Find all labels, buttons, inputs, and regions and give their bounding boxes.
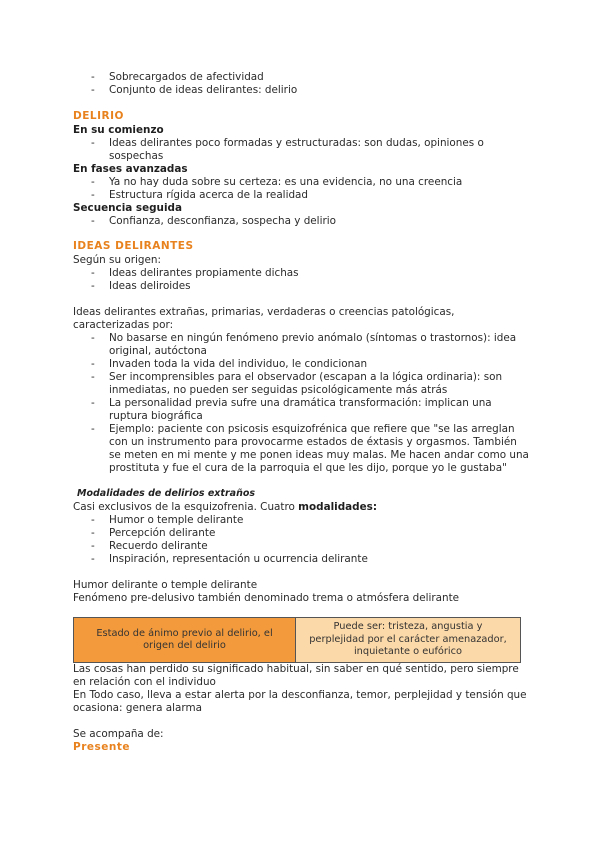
list-dash: -: [91, 397, 95, 409]
list-item: Conjunto de ideas delirantes: delirio: [109, 84, 298, 96]
table-cell-line: Puede ser: tristeza, angustia y: [333, 621, 483, 633]
list-dash: -: [91, 137, 95, 149]
section-heading-modalidades: Modalidades de delirios extraños: [77, 488, 256, 499]
label-secuencia: Secuencia seguida: [73, 202, 182, 214]
list-dash: -: [91, 332, 95, 344]
acompana-label: Se acompaña de:: [73, 728, 164, 740]
table-cell-line: perplejidad por el carácter amenazador,: [309, 633, 507, 645]
list-dash: -: [91, 215, 95, 227]
comparison-table: [73, 617, 521, 663]
list-item: Inspiración, representación u ocurrencia delirante: [109, 553, 368, 565]
list-item: Ideas delirantes propiamente dichas: [109, 267, 299, 279]
section-heading-delirio: DELIRIO: [73, 110, 124, 122]
list-item: Ideas deliroides: [109, 280, 191, 292]
list-item-continuation: inmediatas, no pueden ser seguidas psicológicamente más atrás: [109, 384, 448, 396]
list-item: Percepción delirante: [109, 527, 216, 539]
list-item: No basarse en ningún fenómeno previo anómalo (síntomas o trastornos): idea: [109, 332, 517, 344]
list-item-continuation: prostituta y fue el cura de la parroquia el que les dijo, porque yo le gustaba": [109, 462, 507, 474]
list-dash: -: [91, 527, 95, 539]
list-item: Sobrecargados de afectividad: [109, 71, 264, 83]
list-item: Recuerdo delirante: [109, 540, 208, 552]
list-item-continuation: sospechas: [109, 150, 164, 162]
list-dash: -: [91, 358, 95, 370]
table-cell-line: inquietante o eufórico: [353, 646, 463, 658]
table-cell-right: [296, 618, 520, 662]
label-comienzo: En su comienzo: [73, 124, 164, 136]
list-item-continuation: original, autóctona: [109, 345, 207, 357]
paragraph-line: En Todo caso, lleva a estar alerta por la desconfianza, temor, perplejidad y tensión que: [73, 689, 527, 701]
table-cell-line: origen del delirio: [143, 640, 226, 651]
list-item: La personalidad previa sufre una dramática transformación: implican una: [109, 397, 492, 409]
presente-heading: Presente: [73, 741, 130, 753]
label-origen: Según su origen:: [73, 254, 161, 266]
list-item: Ideas delirantes poco formadas y estructuradas: son dudas, opiniones o: [109, 137, 484, 149]
list-item: Invaden toda la vida del individuo, le condicionan: [109, 358, 368, 370]
humor-title: Humor delirante o temple delirante: [73, 579, 258, 591]
label-fases: En fases avanzadas: [73, 163, 188, 175]
list-dash: -: [91, 423, 95, 435]
humor-subtitle: Fenómeno pre-delusivo también denominado trema o atmósfera delirante: [73, 592, 460, 604]
paragraph-line: caracterizadas por:: [73, 319, 174, 331]
table-cell-left: [74, 618, 296, 662]
list-dash: -: [91, 176, 95, 188]
list-dash: -: [91, 71, 95, 83]
paragraph-line: en relación con el individuo: [73, 676, 216, 688]
paragraph-line: Las cosas han perdido su significado habitual, sin saber en qué sentido, pero siempre: [73, 663, 519, 675]
list-dash: -: [91, 514, 95, 526]
list-dash: -: [91, 280, 95, 292]
list-item-continuation: ruptura biográfica: [109, 410, 203, 422]
list-item: Ser incomprensibles para el observador (escapan a la lógica ordinaria): son: [109, 371, 503, 383]
list-dash: -: [91, 540, 95, 552]
paragraph-line: Casi exclusivos de la esquizofrenia. Cuatro modalidades:: [73, 501, 377, 513]
list-item: Estructura rígida acerca de la realidad: [109, 189, 309, 201]
list-dash: -: [91, 553, 95, 565]
list-item: Ejemplo: paciente con psicosis esquizofrénica que refiere que "se las arreglan: [109, 423, 515, 435]
list-item-continuation: con un instrumento para provocarme estados de éxtasis y orgasmos. También: [109, 436, 517, 448]
list-dash: -: [91, 84, 95, 96]
paragraph-line: Ideas delirantes extrañas, primarias, verdaderas o creencias patológicas,: [73, 306, 455, 318]
list-dash: -: [91, 189, 95, 201]
list-dash: -: [91, 371, 95, 383]
section-heading-ideas: IDEAS DELIRANTES: [73, 240, 194, 252]
list-dash: -: [91, 267, 95, 279]
paragraph-line: ocasiona: genera alarma: [73, 702, 202, 714]
list-item: Ya no hay duda sobre su certeza: es una evidencia, no una creencia: [109, 176, 463, 188]
list-item: Confianza, desconfianza, sospecha y delirio: [109, 215, 336, 227]
table-cell-line: Estado de ánimo previo al delirio, el: [96, 627, 273, 639]
list-item: Humor o temple delirante: [109, 514, 244, 526]
list-item-continuation: se meten en mi mente y me ponen ideas muy malas. Me hacen andar como una: [109, 449, 529, 461]
